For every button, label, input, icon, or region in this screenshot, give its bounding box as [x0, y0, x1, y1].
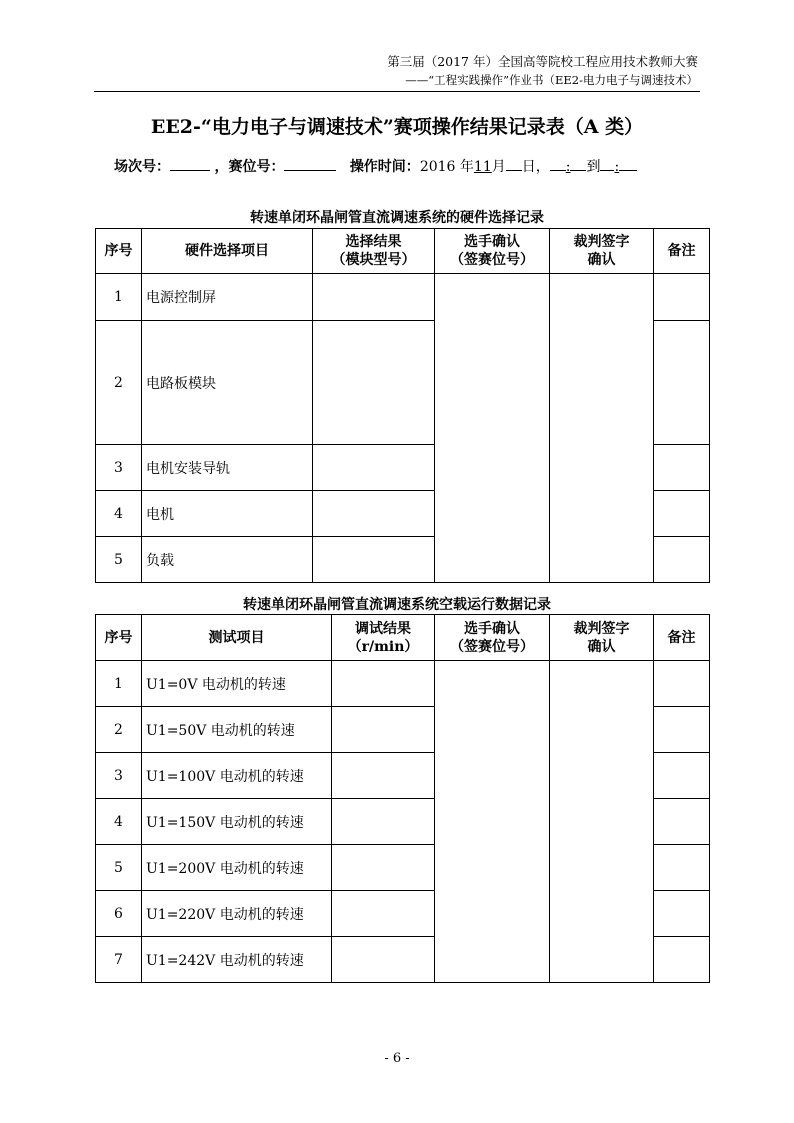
row-item: U1=0V 电动机的转速: [142, 661, 332, 707]
time-label: 操作时间：: [349, 159, 420, 175]
running-header-line2: ——“工程实践操作”作业书（EE2-电力电子与调速技术）: [405, 73, 698, 87]
row-item: 电路板模块: [142, 321, 313, 445]
header-judge-line1: 裁判签字: [573, 620, 630, 637]
end-minute-blank: [619, 155, 637, 171]
remarks-cell[interactable]: [654, 753, 710, 799]
row-no: 6: [96, 891, 142, 937]
row-item: U1=200V 电动机的转速: [142, 845, 332, 891]
result-cell[interactable]: [332, 661, 435, 707]
remarks-cell[interactable]: [654, 445, 710, 491]
remarks-cell[interactable]: [654, 661, 710, 707]
row-item: 电源控制屏: [142, 274, 313, 321]
judge-sign-cell[interactable]: [550, 274, 654, 583]
session-blank: [170, 155, 210, 171]
result-cell[interactable]: [332, 845, 435, 891]
result-cell[interactable]: [332, 707, 435, 753]
end-colon: :: [614, 159, 620, 175]
row-no: 7: [96, 937, 142, 983]
header-judge: [550, 229, 654, 274]
remarks-cell[interactable]: [654, 937, 710, 983]
header-judge: [550, 615, 654, 661]
start-minute-blank: [570, 155, 586, 171]
result-cell[interactable]: [313, 491, 435, 537]
remarks-cell[interactable]: [654, 491, 710, 537]
start-hour-blank: [550, 155, 566, 171]
remarks-cell[interactable]: [654, 799, 710, 845]
result-cell[interactable]: [332, 753, 435, 799]
remarks-cell[interactable]: [654, 274, 710, 321]
result-cell[interactable]: [332, 799, 435, 845]
row-item: U1=220V 电动机的转速: [142, 891, 332, 937]
remarks-cell[interactable]: [654, 537, 710, 583]
header-test-result-line2: （r/min）: [347, 638, 419, 655]
header-remarks: 备注: [654, 229, 710, 274]
page-number: - 6 -: [384, 1051, 410, 1066]
row-no: 3: [96, 445, 142, 491]
row-no: 4: [96, 799, 142, 845]
remarks-cell[interactable]: [654, 891, 710, 937]
seat-blank: [284, 155, 336, 171]
result-cell[interactable]: [313, 274, 435, 321]
header-contestant-line1: 选手确认: [464, 234, 520, 250]
start-colon: :: [565, 159, 571, 175]
running-header-line1: 第三届（2017 年）全国高等院校工程应用技术教师大赛: [387, 54, 698, 69]
header-contestant: [435, 229, 550, 274]
header-test-item: 测试项目: [142, 615, 332, 661]
row-no: 4: [96, 491, 142, 537]
remarks-cell[interactable]: [654, 845, 710, 891]
result-cell[interactable]: [332, 891, 435, 937]
row-no: 2: [96, 707, 142, 753]
remarks-cell[interactable]: [654, 707, 710, 753]
end-hour-blank: [600, 155, 614, 171]
result-cell[interactable]: [313, 445, 435, 491]
result-cell[interactable]: [332, 937, 435, 983]
header-contestant: [435, 615, 550, 661]
header-judge-line1: 裁判签字: [573, 234, 630, 250]
table2-header-row: [96, 615, 710, 661]
header-test-result-line1: 调试结果: [355, 620, 411, 637]
row-no: 3: [96, 753, 142, 799]
contestant-confirm-cell[interactable]: [435, 274, 550, 583]
row-item: 电机安装导轨: [142, 445, 313, 491]
row-item: U1=50V 电动机的转速: [142, 707, 332, 753]
day-blank: [506, 155, 522, 171]
header-judge-line2: 确认: [587, 638, 616, 655]
table2-caption: 转速单闭环晶闸管直流调速系统空载运行数据记录: [243, 597, 551, 613]
header-result-line2: （模块型号）: [331, 252, 416, 268]
row-no: 1: [96, 661, 142, 707]
result-cell[interactable]: [313, 321, 435, 445]
header-item: 硬件选择项目: [142, 229, 313, 274]
hardware-selection-table: [95, 228, 710, 583]
page-title: EE2-“电力电子与调速技术”赛项操作结果记录表（A 类）: [150, 116, 644, 138]
seat-label: ，赛位号：: [214, 159, 285, 175]
row-item: 负载: [142, 537, 313, 583]
header-result-line1: 选择结果: [345, 234, 402, 250]
header-contestant-line2: （签赛位号）: [450, 638, 534, 655]
row-no: 5: [96, 537, 142, 583]
table-row: [96, 274, 710, 321]
year-text: 2016 年: [419, 159, 474, 175]
header-result: [313, 229, 435, 274]
header-judge-line2: 确认: [587, 252, 616, 268]
row-no: 1: [96, 274, 142, 321]
row-item: 电机: [142, 491, 313, 537]
header-test-result: [332, 615, 435, 661]
info-line: [114, 155, 637, 176]
judge-sign-cell[interactable]: [550, 661, 654, 983]
row-item: U1=100V 电动机的转速: [142, 753, 332, 799]
session-label: 场次号：: [114, 159, 170, 175]
row-no: 5: [96, 845, 142, 891]
header-no: 序号: [96, 615, 142, 661]
row-no: 2: [96, 321, 142, 445]
header-contestant-line1: 选手确认: [464, 620, 520, 637]
contestant-confirm-cell[interactable]: [435, 661, 550, 983]
month-text: 月: [491, 159, 506, 175]
table1-header-row: [96, 229, 710, 274]
day-text: 日，: [521, 159, 550, 175]
remarks-cell[interactable]: [654, 321, 710, 445]
result-cell[interactable]: [313, 537, 435, 583]
month-value: 11: [473, 159, 492, 175]
row-item: U1=150V 电动机的转速: [142, 799, 332, 845]
row-item: U1=242V 电动机的转速: [142, 937, 332, 983]
header-no: 序号: [96, 229, 142, 274]
table1-caption: 转速单闭环晶闸管直流调速系统的硬件选择记录: [250, 210, 544, 226]
table-row: [96, 661, 710, 707]
to-text: 到: [586, 159, 601, 175]
header-contestant-line2: （签赛位号）: [450, 252, 534, 268]
header-rule: [94, 91, 700, 92]
no-load-data-table: [95, 614, 710, 983]
header-remarks: 备注: [654, 615, 710, 661]
